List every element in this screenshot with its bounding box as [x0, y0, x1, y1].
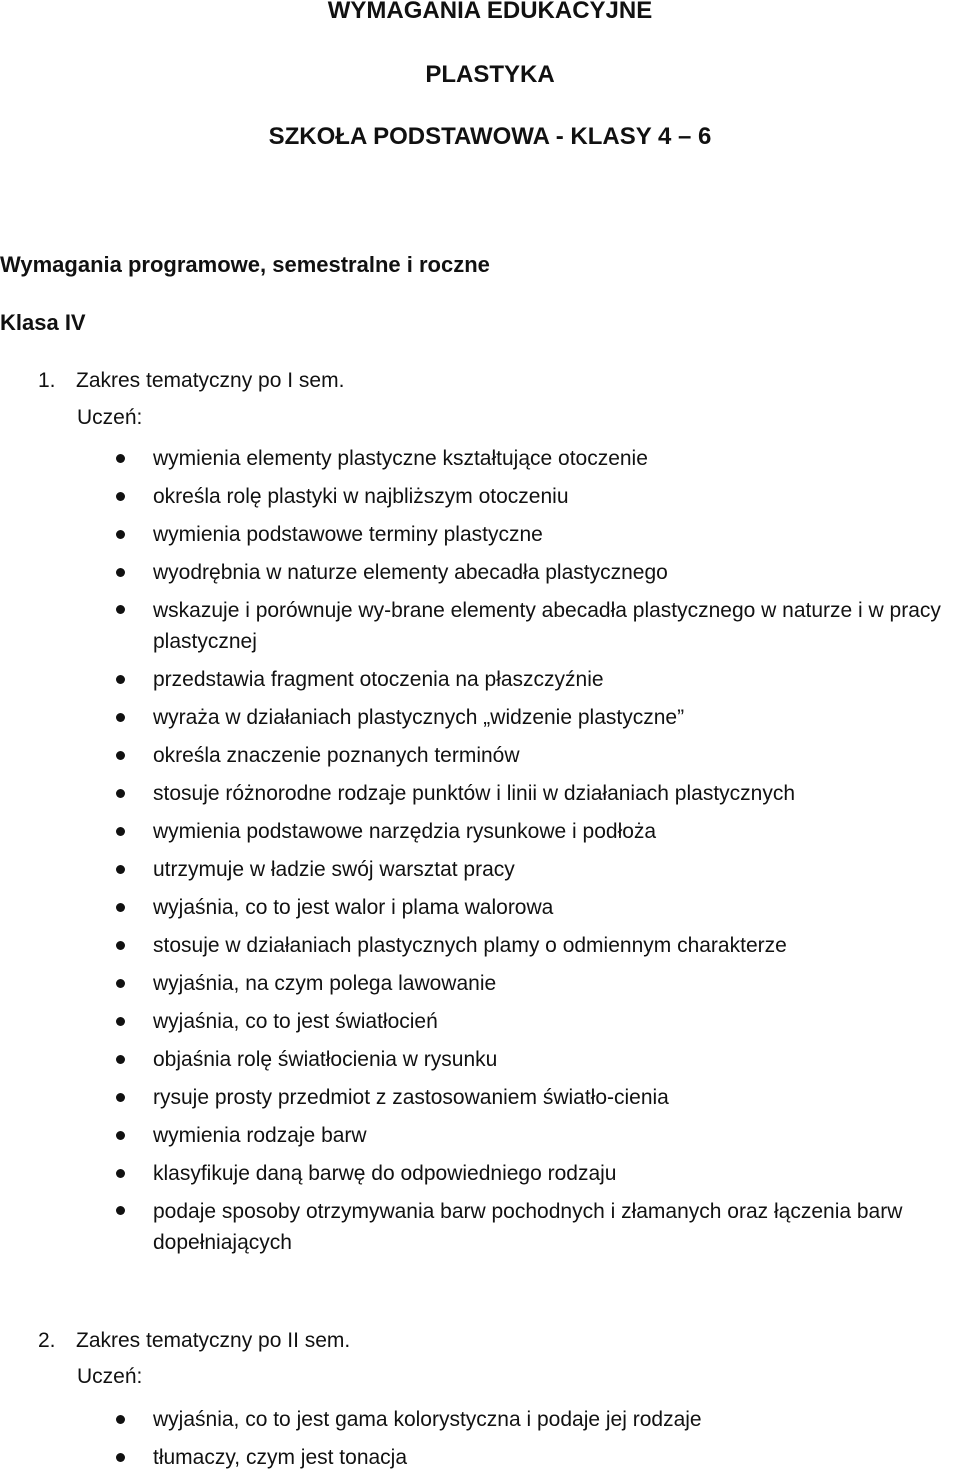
- list-item: objaśnia rolę światłocienia w rysunku: [0, 1041, 960, 1079]
- bullet-icon: [116, 865, 125, 874]
- list-item: stosuje różnorodne rodzaje punktów i linii w działaniach plastycznych: [0, 775, 960, 813]
- list-item: wskazuje i porównuje wy-brane elementy abecadła plastycznego w naturze i w pracy plastycznej: [0, 592, 960, 661]
- bullet-icon: [116, 751, 125, 760]
- class-heading: Klasa IV: [0, 310, 86, 335]
- bullet-icon: [116, 675, 125, 684]
- bullet-icon: [116, 1131, 125, 1140]
- bullet-icon: [116, 941, 125, 950]
- section-title-text: Zakres tematyczny po II sem.: [76, 1329, 351, 1352]
- list-item: wyjaśnia, co to jest walor i plama walorowa: [0, 889, 960, 927]
- bullet-icon: [116, 1169, 125, 1178]
- list-item: wymienia rodzaje barw: [0, 1117, 960, 1155]
- list-item: wymienia elementy plastyczne kształtujące otoczenie: [0, 440, 960, 478]
- list-item: rysuje prosty przedmiot z zastosowaniem światło-cienia: [0, 1079, 960, 1117]
- section-1-list: [0, 440, 960, 1262]
- bullet-icon: [116, 1017, 125, 1026]
- list-item: stosuje w działaniach plastycznych plamy o odmiennym charakterze: [0, 927, 960, 965]
- bullet-icon: [116, 979, 125, 988]
- section-2-intro: Uczeń:: [77, 1365, 143, 1388]
- section-1-intro: Uczeń:: [77, 406, 143, 429]
- subject-title: PLASTYKA: [425, 61, 555, 88]
- school-title: SZKOŁA PODSTAWOWA - KLASY 4 – 6: [268, 123, 712, 150]
- list-item: klasyfikuje daną barwę do odpowiedniego rodzaju: [0, 1155, 960, 1193]
- list-item: określa znaczenie poznanych terminów: [0, 737, 960, 775]
- section-number: 1.: [38, 369, 56, 392]
- list-item: przedstawia fragment otoczenia na płaszczyźnie: [0, 661, 960, 699]
- list-item: wyjaśnia, co to jest gama kolorystyczna i podaje jej rodzaje: [0, 1401, 960, 1439]
- bullet-icon: [116, 827, 125, 836]
- section-1-title: [38, 367, 344, 395]
- list-item: określa rolę plastyki w najbliższym otoczeniu: [0, 478, 960, 516]
- bullet-icon: [116, 1055, 125, 1064]
- bullet-icon: [116, 492, 125, 501]
- document-title: WYMAGANIA EDUKACYJNE: [327, 0, 653, 24]
- bullet-icon: [116, 1415, 125, 1424]
- bullet-icon: [116, 530, 125, 539]
- list-item: wymienia podstawowe narzędzia rysunkowe i podłoża: [0, 813, 960, 851]
- list-item: utrzymuje w ładzie swój warsztat pracy: [0, 851, 960, 889]
- list-item: wyraża w działaniach plastycznych „widzenie plastyczne”: [0, 699, 960, 737]
- section-title-text: Zakres tematyczny po I sem.: [76, 369, 345, 392]
- bullet-icon: [116, 713, 125, 722]
- section-2-title: [38, 1327, 350, 1355]
- list-item: tłumaczy, czym jest tonacja: [0, 1439, 960, 1477]
- section-2-list: [0, 1401, 960, 1477]
- list-item: wyodrębnia w naturze elementy abecadła plastycznego: [0, 554, 960, 592]
- bullet-icon: [116, 903, 125, 912]
- bullet-icon: [116, 605, 125, 614]
- bullet-icon: [116, 454, 125, 463]
- list-item: wymienia podstawowe terminy plastyczne: [0, 516, 960, 554]
- list-item: wyjaśnia, co to jest światłocień: [0, 1003, 960, 1041]
- requirements-heading: Wymagania programowe, semestralne i roczne: [0, 252, 490, 277]
- bullet-icon: [116, 1093, 125, 1102]
- list-item: podaje sposoby otrzymywania barw pochodnych i złamanych oraz łączenia barw dopełniających: [0, 1193, 960, 1262]
- section-number: 2.: [38, 1329, 56, 1352]
- bullet-icon: [116, 1453, 125, 1462]
- bullet-icon: [116, 1206, 125, 1215]
- bullet-icon: [116, 568, 125, 577]
- list-item: wyjaśnia, na czym polega lawowanie: [0, 965, 960, 1003]
- bullet-icon: [116, 789, 125, 798]
